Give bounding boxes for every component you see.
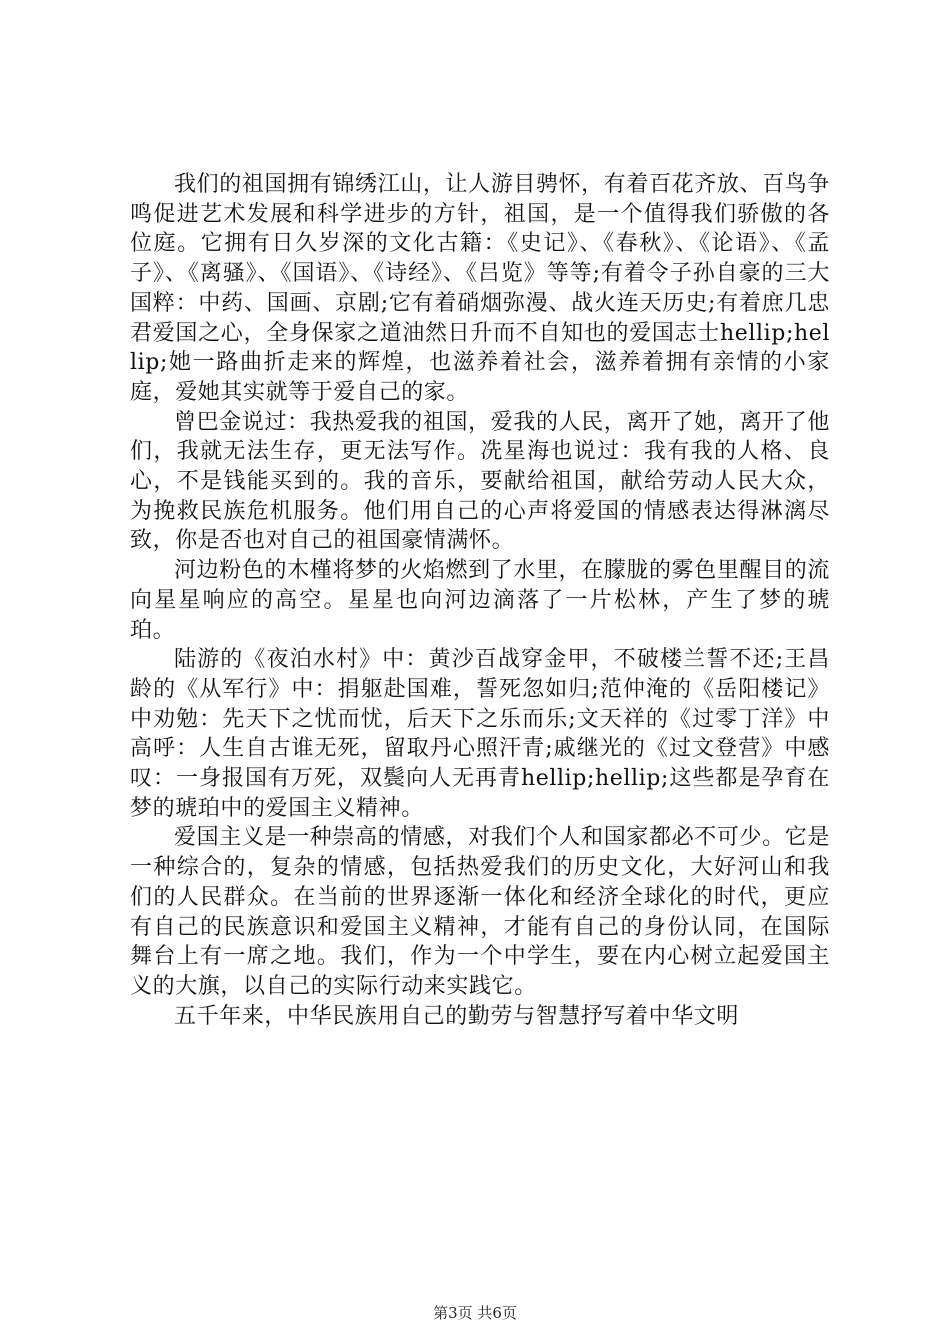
paragraph-4: 陆游的《夜泊水村》中：黄沙百战穿金甲，不破楼兰誓不还;王昌龄的《从军行》中：捐躯赴国难，誓死忽如归;范仲淹的《岳阳楼记》中劝勉：先天下之忧而忧，后天下之乐而乐;文天祥的《过零丁洋》中高呼：人生自古谁无死，留取丹心照汗青;戚继光的《过文登营》中感叹：一身报国有万死，双鬓向人无再青hellip;hellip;这些都是孕育在梦的琥珀中的爱国主义精神。 [130,647,830,821]
document-body [130,170,830,1031]
paragraph-6: 五千年来，中华民族用自己的勤劳与智慧抒写着中华文明 [174,1003,740,1029]
paragraph-5: 爱国主义是一种崇高的情感，对我们个人和国家都必不可少。它是一种综合的，复杂的情感，包括热爱我们的历史文化，大好河山和我们的人民群众。在当前的世界逐渐一体化和经济全球化的时代，更应有自己的民族意识和爱国主义精神，才能有自己的身份认同，在国际舞台上有一席之地。我们，作为一个中学生，要在内心树立起爱国主义的大旗，以自己的实际行动来实践它。 [130,825,830,999]
paragraph-2: 曾巴金说过：我热爱我的祖国，爱我的人民，离开了她，离开了他们，我就无法生存，更无法写作。冼星海也说过：我有我的人格、良心，不是钱能买到的。我的音乐，要献给祖国，献给劳动人民大众，为挽救民族危机服务。他们用自己的心声将爱国的情感表达得淋漓尽致，你是否也对自己的祖国豪情满怀。 [130,409,830,554]
paragraph-3: 河边粉色的木槿将梦的火焰燃到了水里，在朦胧的雾色里醒目的流向星星响应的高空。星星也向河边滴落了一片松林，产生了梦的琥珀。 [130,558,830,643]
page-footer: 第3页 共6页 [433,1304,517,1322]
paragraph-1: 我们的祖国拥有锦绣江山，让人游目骋怀，有着百花齐放、百鸟争鸣促进艺术发展和科学进步的方针，祖国，是一个值得我们骄傲的各位庭。它拥有日久岁深的文化古籍：《史记》、《春秋》、《论语》、《孟子》、《离骚》、《国语》、《诗经》、《吕览》等等;有着令子孙自豪的三大国粹：中药、国画、京剧;它有着硝烟弥漫、战火连天历史;有着庶几忠君爱国之心，全身保家之道油然日升而不自知也的爱国志士hellip;hellip;她一路曲折走来的辉煌，也滋养着社会，滋养着拥有亲情的小家庭，爱她其实就等于爱自己的家。 [130,172,830,405]
